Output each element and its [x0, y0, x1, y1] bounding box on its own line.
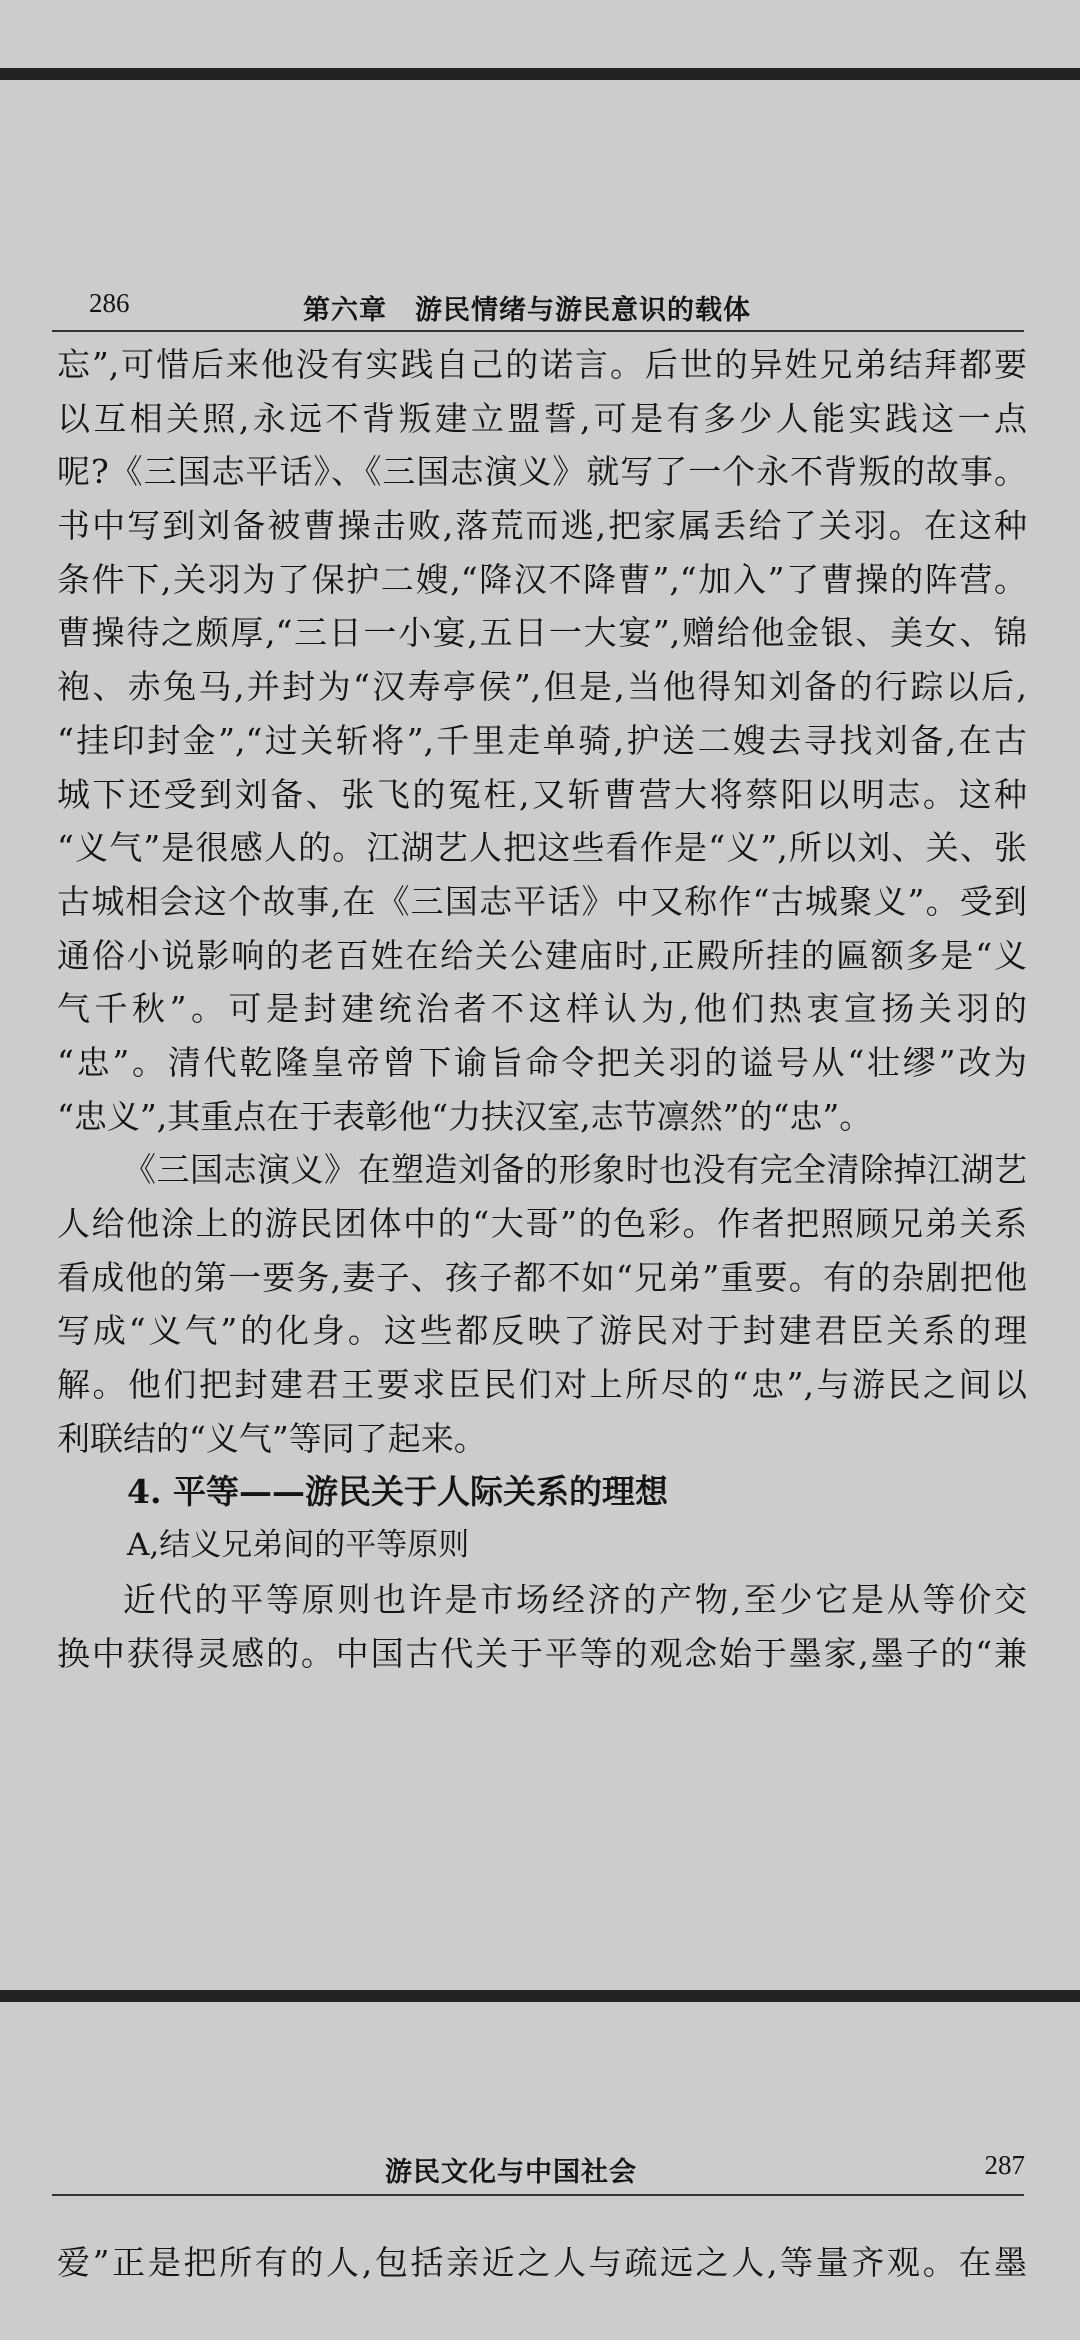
text-line: 写成“义气”的化身。这些都反映了游民对于封建君臣关系的理	[57, 1311, 1027, 1351]
text-line: “义气”是很感人的。江湖艺人把这些看作是“义”,所以刘、关、张	[57, 828, 1027, 868]
text-line: 城下还受到刘备、张飞的冤枉,又斩曹营大将蔡阳以明志。这种	[57, 774, 1027, 814]
paragraph-1	[57, 338, 1027, 1143]
body-text	[57, 338, 1027, 1680]
top-page-divider	[0, 68, 1080, 80]
text-line: 书中写到刘备被曹操击败,落荒而逃,把家属丢给了关羽。在这种	[57, 506, 1027, 546]
header-rule	[52, 2194, 1024, 2196]
text-line: “忠义”,其重点在于表彰他“力扶汉室,志节凛然”的“忠”。	[57, 1096, 873, 1136]
section-subheading: A,结义兄弟间的平等原则	[127, 1527, 470, 1564]
text-line: 近代的平等原则也许是市场经济的产物,至少它是从等价交	[123, 1579, 1027, 1619]
paragraph-3	[57, 1573, 1027, 1680]
text-line: 条件下,关羽为了保护二嫂,“降汉不降曹”,“加入”了曹操的阵营。	[57, 559, 1027, 599]
text-line: 忘”,可惜后来他没有实践自己的诺言。后世的异姓兄弟结拜都要	[57, 345, 1027, 384]
body-text	[57, 2236, 1027, 2290]
text-line: 呢?《三国志平话》、《三国志演义》就写了一个永不背叛的故事。	[57, 452, 1027, 492]
page-number: 287	[984, 2150, 1025, 2180]
text-line: 看成他的第一要务,妻子、孩子都不如“兄弟”重要。有的杂剧把他	[57, 1257, 1027, 1297]
page-header	[55, 2150, 1025, 2190]
page-header	[55, 288, 1025, 328]
text-line: 解。他们把封建君王要求臣民们对上所尽的“忠”,与游民之间以	[57, 1365, 1027, 1405]
text-line: 袍、赤兔马,并封为“汉寿亭侯”,但是,当他得知刘备的行踪以后,	[57, 667, 1027, 707]
text-line: 气千秋”。可是封建统治者不这样认为,他们热衷宣扬关羽的	[57, 989, 1027, 1029]
text-line: 以互相关照,永远不背叛建立盟誓,可是有多少人能实践这一点	[57, 398, 1027, 438]
section-heading: 4. 平等——游民关于人际关系的理想	[127, 1472, 668, 1512]
text-line: 利联结的“义气”等同了起来。	[57, 1418, 487, 1458]
text-line: “挂印封金”,“过关斩将”,千里走单骑,护送二嫂去寻找刘备,在古	[57, 720, 1027, 760]
text-line: 换中获得灵感的。中国古代关于平等的观念始于墨家,墨子的“兼	[57, 1633, 1027, 1673]
running-header: 游民文化与中国社会	[385, 2157, 637, 2188]
paragraph-2	[57, 1143, 1027, 1465]
text-line: 《三国志演义》在塑造刘备的形象时也没有完全清除掉江湖艺	[123, 1150, 1027, 1190]
header-rule	[52, 330, 1024, 332]
text-line: 通俗小说影响的老百姓在给关公建庙时,正殿所挂的匾额多是“义	[57, 935, 1027, 975]
text-line: 古城相会这个故事,在《三国志平话》中又称作“古城聚义”。受到	[57, 881, 1027, 921]
page-number: 286	[89, 288, 130, 318]
text-line: 曹操待之颇厚,“三日一小宴,五日一大宴”,赠给他金银、美女、锦	[57, 613, 1027, 653]
page-divider	[0, 1990, 1080, 2002]
text-line: “忠”。清代乾隆皇帝曾下谕旨命令把关羽的谥号从“壮缪”改为	[57, 1042, 1027, 1082]
running-header: 第六章 游民情绪与游民意识的载体	[303, 295, 751, 326]
text-line: 人给他涂上的游民团体中的“大哥”的色彩。作者把照顾兄弟关系	[57, 1204, 1027, 1243]
text-line: 爱”正是把所有的人,包括亲近之人与疏远之人,等量齐观。在墨	[57, 2243, 1027, 2282]
